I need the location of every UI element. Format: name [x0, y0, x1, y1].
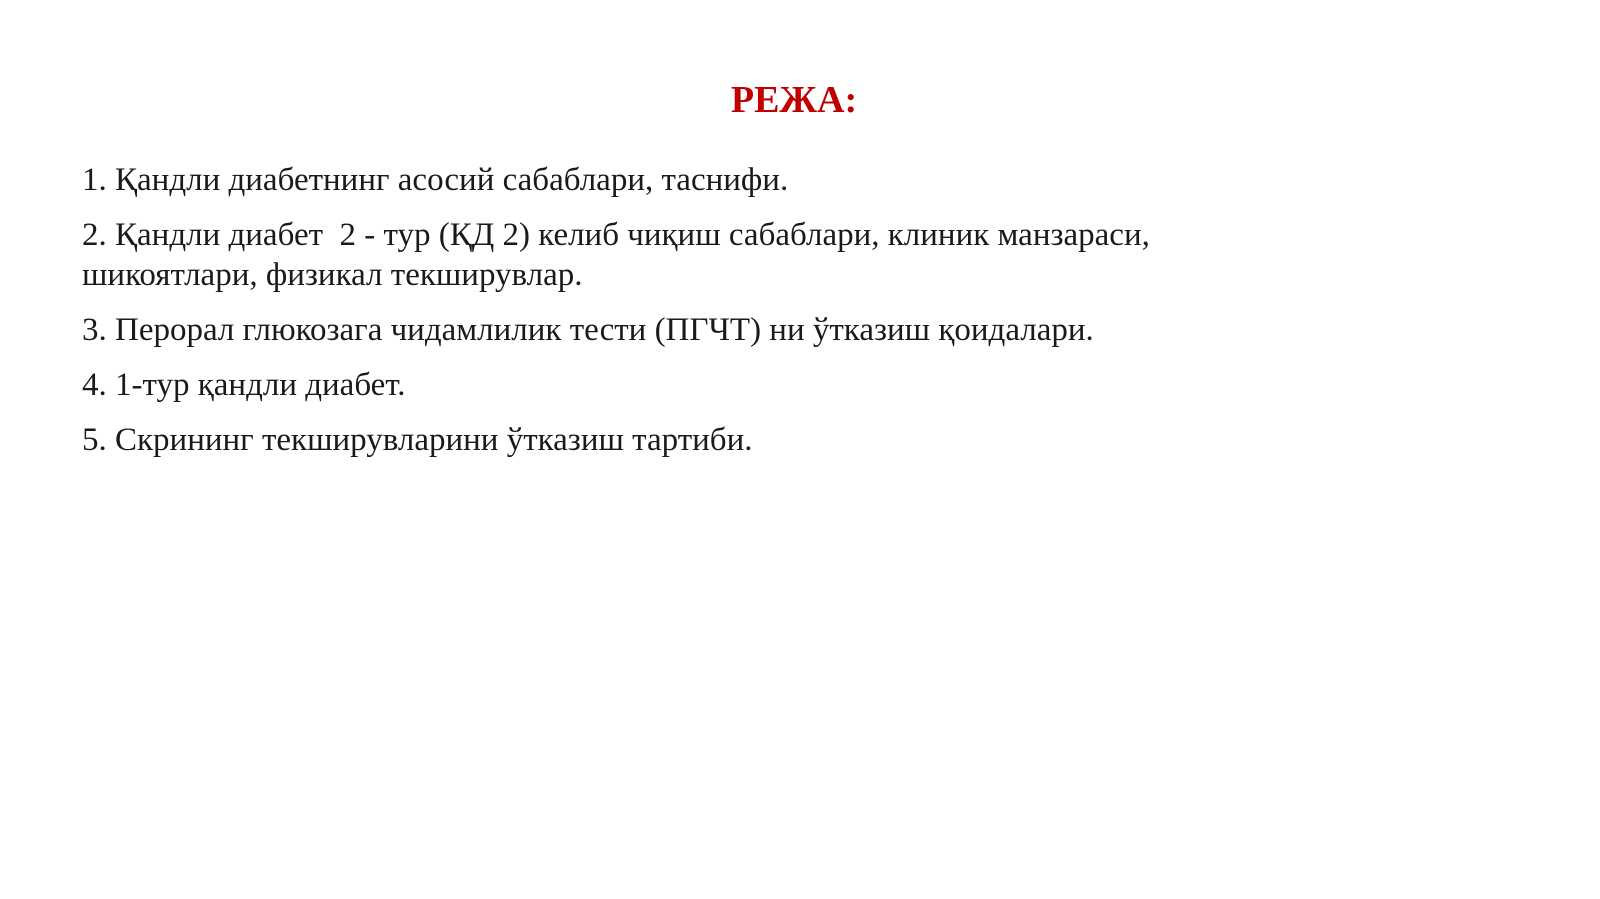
- plan-list: [82, 160, 1322, 475]
- plan-item-1: 1. Қандли диабетнинг асосий сабаблари, таснифи.: [82, 162, 789, 198]
- plan-item-3: 3. Перорал глюкозага чидамлилик тести (ПГЧТ) ни ўтказиш қоидалари.: [82, 312, 1094, 348]
- slide-title: РЕЖА:: [730, 79, 858, 121]
- plan-item-5: 5. Скрининг текширувларини ўтказиш тартиби.: [82, 422, 753, 458]
- plan-item-2: 2. Қандли диабет 2 - тур (ҚД 2) келиб чиқиш сабаблари, клиник манзараси, шикоятлари, физикал текширувлар.: [82, 217, 1159, 293]
- plan-item-4: 4. 1-тур қандли диабет.: [82, 367, 406, 403]
